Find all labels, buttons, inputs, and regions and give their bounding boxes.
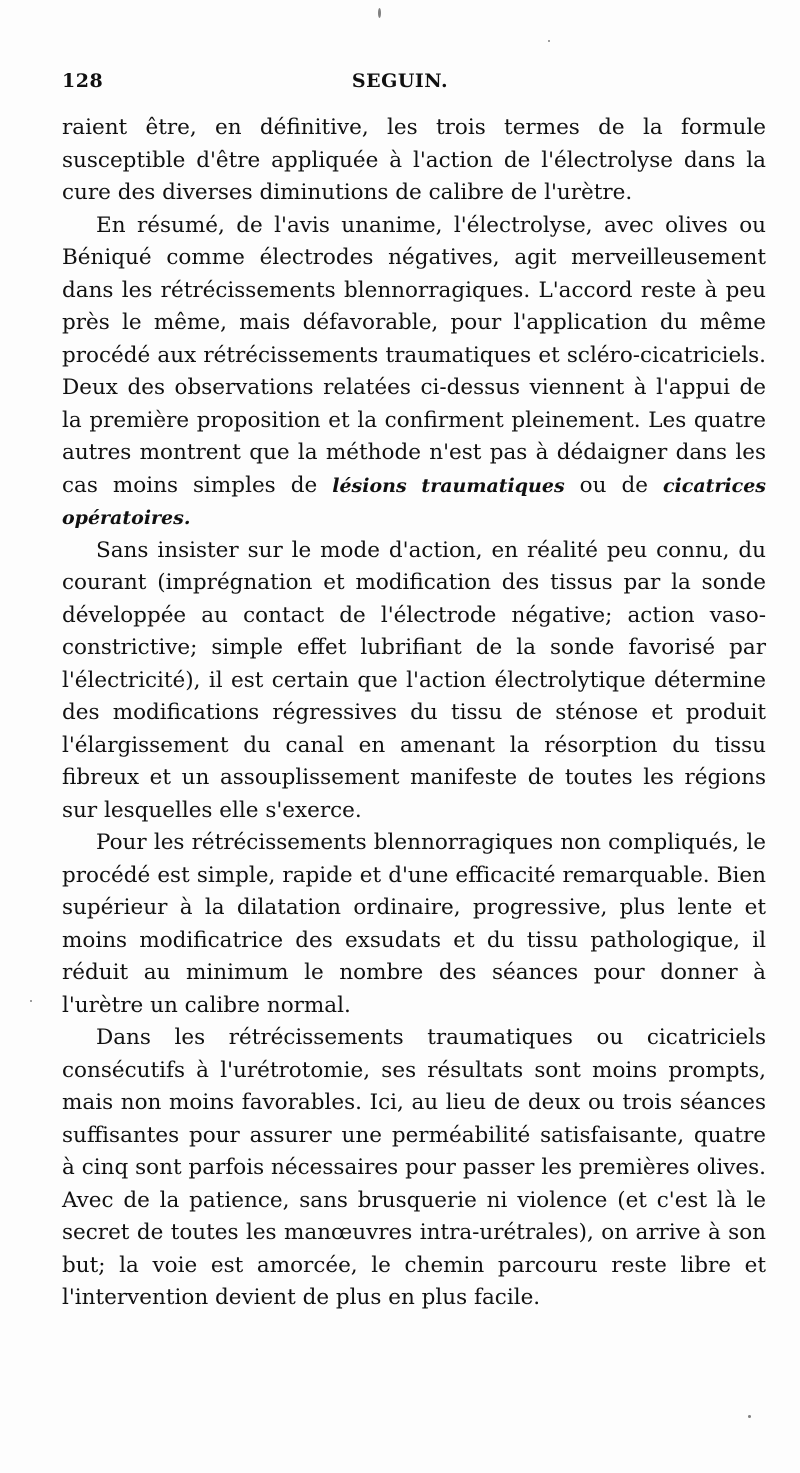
scan-speckle — [748, 1415, 751, 1418]
page-number: 128 — [62, 70, 104, 92]
paragraph-summary — [62, 210, 766, 535]
paragraph-continuation — [62, 112, 766, 210]
text-segment: Pour les rétrécissements blennorragiques non compliqués, le procédé est simple, rapide et d'une efficacité remarquable. Bien supérieur à la dilatation ordinaire, progressive, plus lente et moins modificatrice des exsudats et du tissu pathologique, il réduit au minimum le nombre des séances pour donner à l'urètre un calibre normal. — [62, 830, 766, 1018]
text-segment: Dans les rétrécissements traumatiques ou cicatriciels consécutifs à l'urétrotomie, ses résultats sont moins prompts, mais non moins favorables. Ici, au lieu de deux ou trois séances suffisantes pour assurer une perméabilité satisfaisante, quatre à cinq sont parfois nécessaires pour passer les premières olives. Avec de la patience, sans brusquerie ni violence (et c'est là le secret de toutes les manœuvres intra-urétrales), on arrive à son but; la voie est amorcée, le chemin parcouru reste libre et l'intervention devient de plus en plus facile. — [62, 1025, 766, 1310]
italic-phrase-cicatrices: cicatrices opératoires. — [62, 474, 766, 529]
text-segment: raient être, en définitive, les trois termes de la formule susceptible d'être appliquée à l'action de l'électrolyse dans la cure des diverses diminutions de calibre de l'urètre. — [62, 115, 766, 205]
scan-speckle — [378, 8, 381, 18]
scan-speckle — [30, 1000, 32, 1002]
text-segment: ou de — [564, 472, 663, 498]
text-segment: En résumé, de l'avis unanime, l'électrolyse, avec olives ou Béniqué comme électrodes négatives, agit merveilleusement dans les rétrécissements blennorragiques. L'accord reste à peu près le même, mais défavorable, pour l'application du même procédé aux rétrécissements traumatiques et scléro-cicatriciels. Deux des observations relatées ci-dessus viennent à l'appui de la première proposition et la confirment pleinement. Les quatre autres montrent que la méthode n'est pas à dédaigner dans les cas moins simples de — [62, 212, 766, 498]
text-segment: Sans insister sur le mode d'action, en réalité peu connu, du courant (imprégnation et modification des tissus par la sonde développée au contact de l'électrode négative; action vaso-constrictive; simple effet lubrifiant de la sonde favorisé par l'électricité), il est certain que l'action électrolytique détermine des modifications régressives du tissu de sténose et produit l'élargissement du canal en amenant la résorption du tissu fibreux et un assouplissement manifeste de toutes les régions sur lesquelles elle s'exerce. — [62, 537, 766, 823]
italic-phrase-lesions: lésions traumatiques — [332, 474, 565, 497]
paragraph-blennorragiques — [62, 827, 766, 1022]
running-head — [62, 70, 738, 104]
paragraph-traumatiques — [62, 1022, 766, 1315]
paragraph-mode-action — [62, 535, 766, 828]
scan-speckle — [548, 40, 550, 42]
body-text — [62, 112, 766, 1315]
running-title: SEGUIN. — [351, 70, 449, 92]
